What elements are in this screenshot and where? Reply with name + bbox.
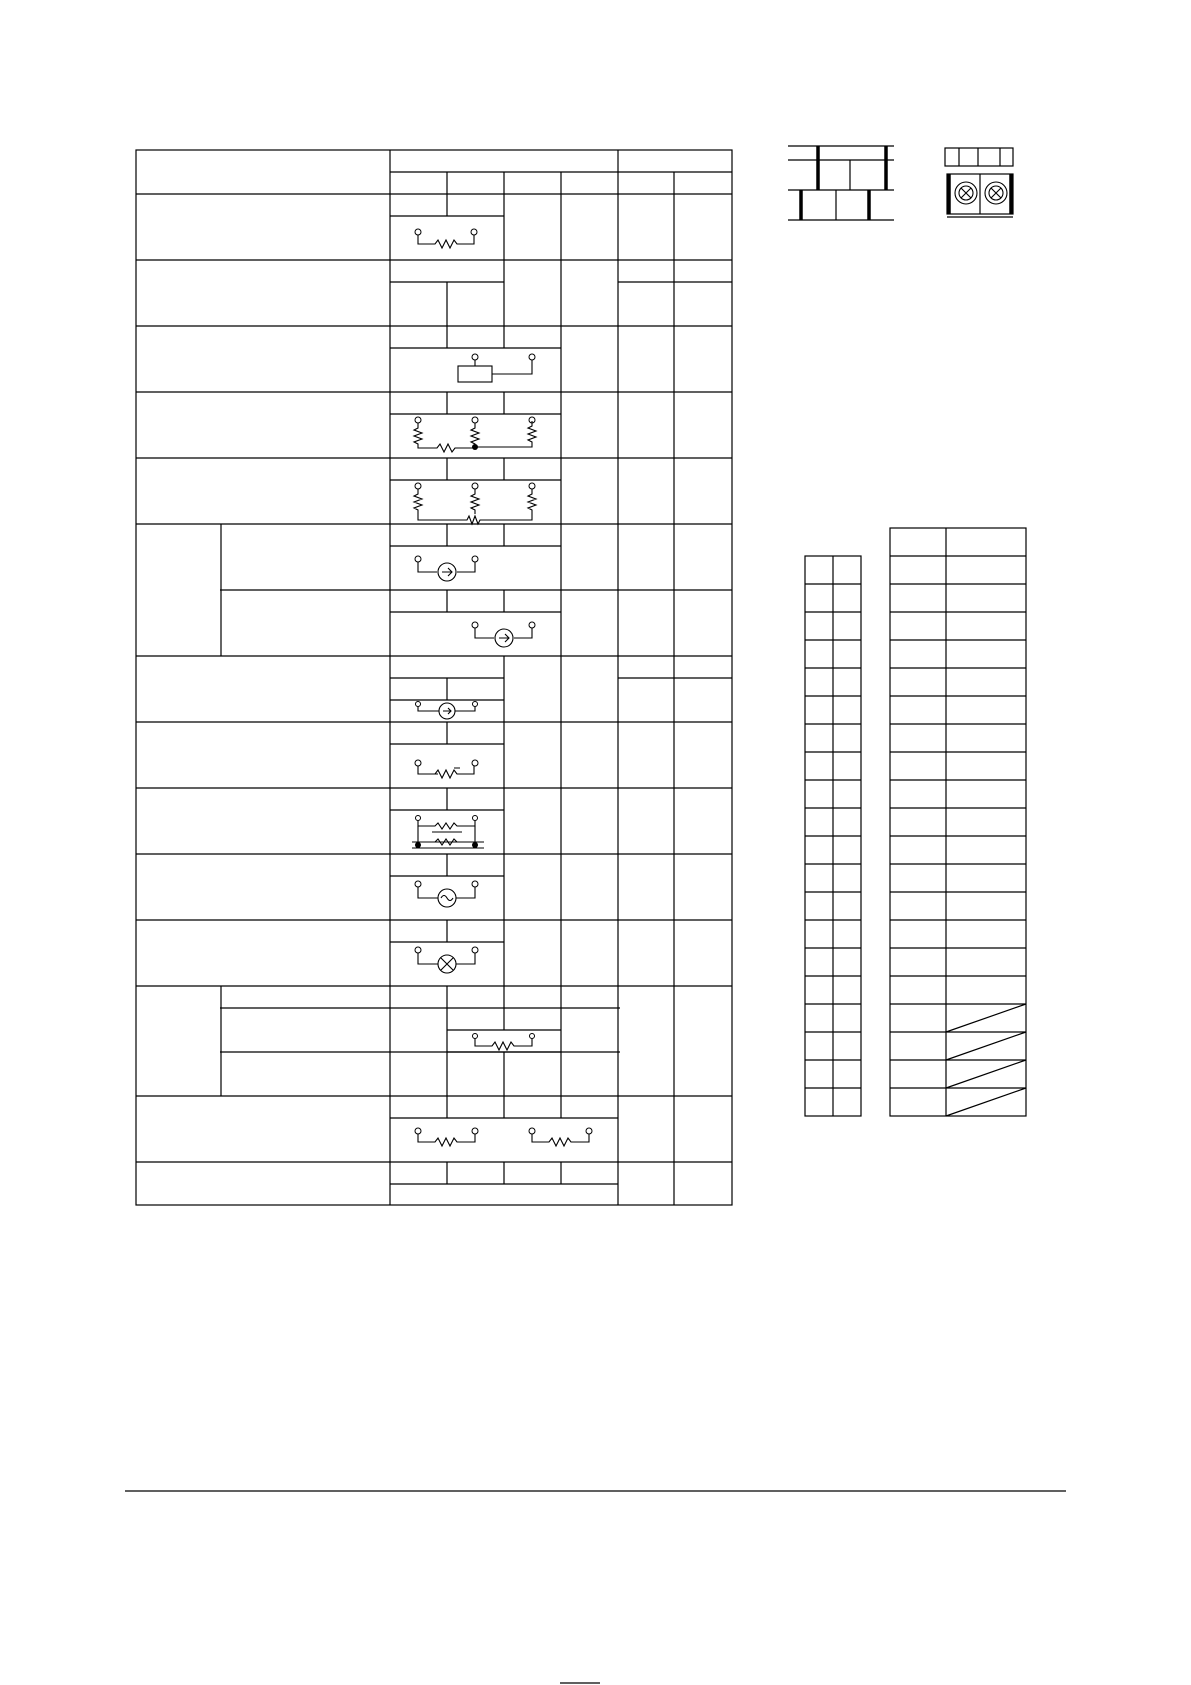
symbol-table: [136, 150, 732, 1205]
ac-current-source-icon: [416, 702, 478, 720]
table-cell-slash: [946, 1088, 1026, 1116]
table-cell-slash: [946, 1032, 1026, 1060]
table-cell-slash: [946, 1004, 1026, 1032]
narrow-table: [805, 556, 861, 1116]
thermistor-icon: [415, 760, 478, 778]
symbol-table-header: [390, 172, 732, 194]
fixed-resistor-icon: [473, 1034, 535, 1051]
fixed-resistor-pair-icon: [415, 1128, 592, 1146]
table-cell-slash: [946, 1060, 1026, 1088]
variable-resistor-box-icon: [458, 354, 535, 382]
ac-source-icon: [415, 881, 478, 907]
ac-current-source-icon: [415, 556, 478, 581]
fixed-resistor-icon: [415, 229, 477, 248]
resistor-network-icon: [414, 417, 536, 452]
symbol-table-inner-lines: [390, 194, 732, 1184]
lamp-icon: [415, 947, 478, 973]
ac-current-source-icon: [472, 622, 535, 647]
dual-resistor-icon: [412, 816, 484, 849]
screw-terminal-icon: [945, 148, 1013, 217]
wide-table: [890, 528, 1026, 1116]
brick-pattern-icon: [788, 146, 894, 220]
resistor-network-icon: [414, 483, 536, 524]
